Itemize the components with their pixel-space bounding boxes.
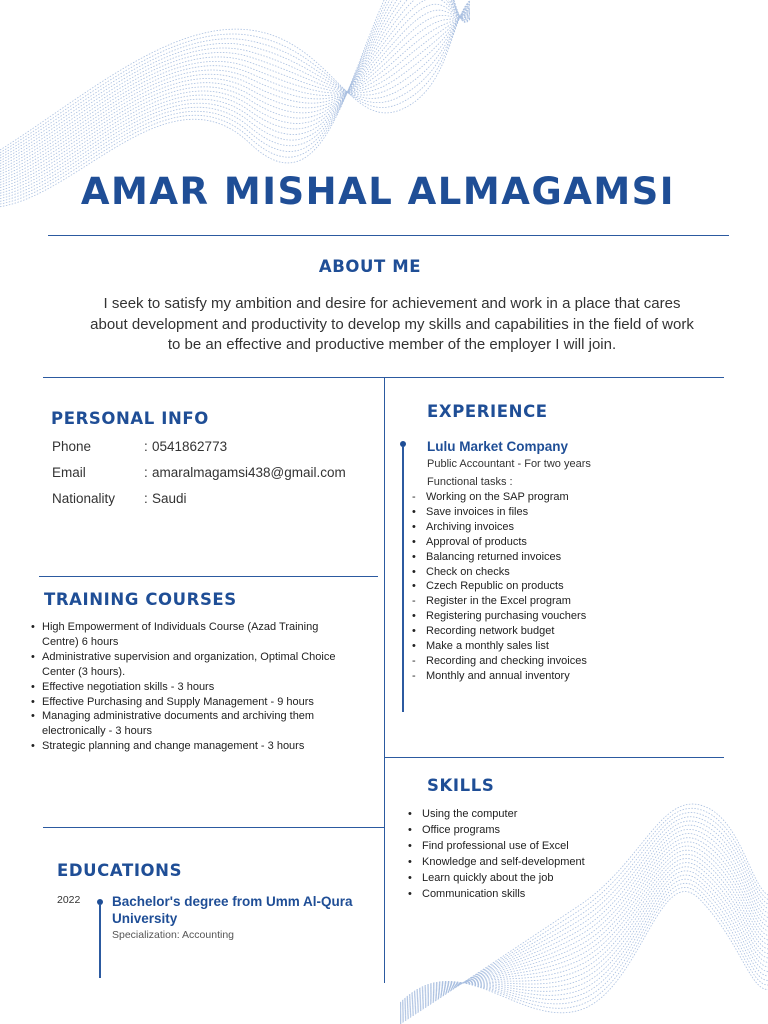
list-bullet: • <box>31 740 35 753</box>
info-value: amaralmagamsi438@gmail.com <box>152 465 346 480</box>
education-year: 2022 <box>57 894 81 906</box>
task-item <box>412 535 716 550</box>
task-item <box>412 624 716 639</box>
about-title: ABOUT ME <box>318 257 422 276</box>
info-colon: : <box>144 491 148 506</box>
tasks-label: Functional tasks : <box>427 476 513 488</box>
training-title: TRAINING COURSES <box>44 590 237 609</box>
skill-item <box>408 838 722 854</box>
task-item <box>412 654 716 669</box>
info-value: 0541862773 <box>152 439 228 454</box>
list-bullet: • <box>412 625 416 638</box>
skill-item <box>408 822 722 838</box>
skill-item <box>408 854 722 870</box>
training-item <box>31 695 357 710</box>
info-label: Email <box>52 465 86 480</box>
info-label: Phone <box>52 439 92 454</box>
list-item-text: Recording and checking invoices <box>426 654 587 667</box>
list-bullet: • <box>408 888 412 900</box>
list-item-text: Make a monthly sales list <box>426 640 549 653</box>
experience-title: EXPERIENCE <box>427 402 548 421</box>
list-bullet: - <box>412 491 416 503</box>
info-row-nationality <box>52 491 187 506</box>
list-item-text: Knowledge and self-development <box>422 856 585 868</box>
list-bullet: • <box>412 610 416 623</box>
skills-title: SKILLS <box>427 776 495 795</box>
info-colon: : <box>144 465 148 480</box>
training-list <box>31 620 357 754</box>
list-bullet: • <box>412 535 416 548</box>
list-item-text: Managing administrative documents and archiving them electronically - 3 hours <box>42 710 315 738</box>
tasks-list <box>412 490 716 684</box>
list-bullet: • <box>408 872 412 884</box>
list-item-text: Register in the Excel program <box>426 595 571 608</box>
task-item <box>412 550 716 565</box>
task-item <box>412 579 716 594</box>
list-item-text: Administrative supervision and organization, Optimal Choice Center (3 hours). <box>42 650 336 678</box>
list-item-text: Effective negotiation skills - 3 hours <box>42 680 215 693</box>
info-row-phone <box>52 439 227 454</box>
resume-name: AMAR MISHAL ALMAGAMSI <box>80 170 676 213</box>
education-specialization: Specialization: Accounting <box>112 929 234 941</box>
list-item-text: Save invoices in files <box>426 505 529 518</box>
list-bullet: • <box>31 695 35 708</box>
list-bullet: • <box>412 550 416 563</box>
list-item-text: Find professional use of Excel <box>422 840 569 852</box>
list-item-text: Approval of products <box>426 535 527 548</box>
list-item-text: Learn quickly about the job <box>422 872 554 884</box>
task-item <box>412 669 716 684</box>
info-value: Saudi <box>152 491 187 506</box>
info-colon: : <box>144 439 148 454</box>
skill-item <box>408 870 722 886</box>
list-item-text: Check on checks <box>426 565 510 578</box>
column-divider <box>384 377 385 983</box>
list-bullet: • <box>412 505 416 518</box>
list-bullet: • <box>408 824 412 836</box>
list-bullet: • <box>412 580 416 593</box>
list-bullet: • <box>408 840 412 852</box>
list-item-text: Monthly and annual inventory <box>426 669 570 682</box>
list-item-text: Working on the SAP program <box>426 491 569 503</box>
job-role: Public Accountant - For two years <box>427 458 591 470</box>
list-item-text: Recording network budget <box>426 625 555 638</box>
list-bullet: - <box>412 654 416 667</box>
divider-experience <box>384 757 724 758</box>
training-item <box>31 739 357 754</box>
info-row-email <box>52 465 346 480</box>
list-bullet: • <box>412 520 416 533</box>
list-bullet: • <box>31 680 35 693</box>
skill-item <box>408 886 722 902</box>
list-item-text: Archiving invoices <box>426 520 515 533</box>
task-item <box>412 505 716 520</box>
list-item-text: Communication skills <box>422 888 526 900</box>
degree-title: Bachelor's degree from Umm Al-Qura University <box>112 894 353 926</box>
personal-info-title: PERSONAL INFO <box>51 409 209 428</box>
task-item <box>412 594 716 609</box>
training-item <box>31 650 357 680</box>
list-bullet: • <box>408 856 412 868</box>
about-text: I seek to satisfy my ambition and desire for achievement and work in a place that cares about development and productivity to develop my skills and capabilities in the field of work to be an effective and productive member of the employer I will join. <box>90 295 694 353</box>
skills-list <box>408 806 722 902</box>
training-item <box>31 709 357 739</box>
task-item <box>412 639 716 654</box>
list-item-text: Czech Republic on products <box>426 580 564 593</box>
list-item-text: Balancing returned invoices <box>426 550 562 563</box>
list-bullet: • <box>412 640 416 653</box>
task-item <box>412 520 716 535</box>
list-item-text: Using the computer <box>422 808 518 820</box>
list-bullet: - <box>412 595 416 608</box>
timeline-line <box>402 446 404 712</box>
divider-under-name <box>48 235 729 236</box>
training-item <box>31 620 357 650</box>
company-name: Lulu Market Company <box>427 439 569 454</box>
list-item-text: Effective Purchasing and Supply Management - 9 hours <box>42 695 314 708</box>
list-bullet: • <box>31 621 35 633</box>
list-item-text: High Empowerment of Individuals Course (Azad Training Centre) 6 hours <box>42 621 319 648</box>
divider-training <box>43 827 384 828</box>
training-item <box>31 680 357 695</box>
education-timeline-line <box>99 904 101 978</box>
divider-personal <box>39 576 378 577</box>
list-bullet: • <box>31 650 35 663</box>
list-bullet: • <box>408 808 412 820</box>
list-bullet: • <box>31 710 35 723</box>
list-item-text: Strategic planning and change management - 3 hours <box>42 740 305 753</box>
task-item <box>412 490 716 505</box>
list-item-text: Registering purchasing vouchers <box>426 610 587 623</box>
list-bullet: • <box>412 565 416 578</box>
skill-item <box>408 806 722 822</box>
info-label: Nationality <box>52 491 116 506</box>
task-item <box>412 565 716 580</box>
list-bullet: - <box>412 669 416 682</box>
list-item-text: Office programs <box>422 824 501 836</box>
task-item <box>412 609 716 624</box>
education-title: EDUCATIONS <box>57 861 183 880</box>
